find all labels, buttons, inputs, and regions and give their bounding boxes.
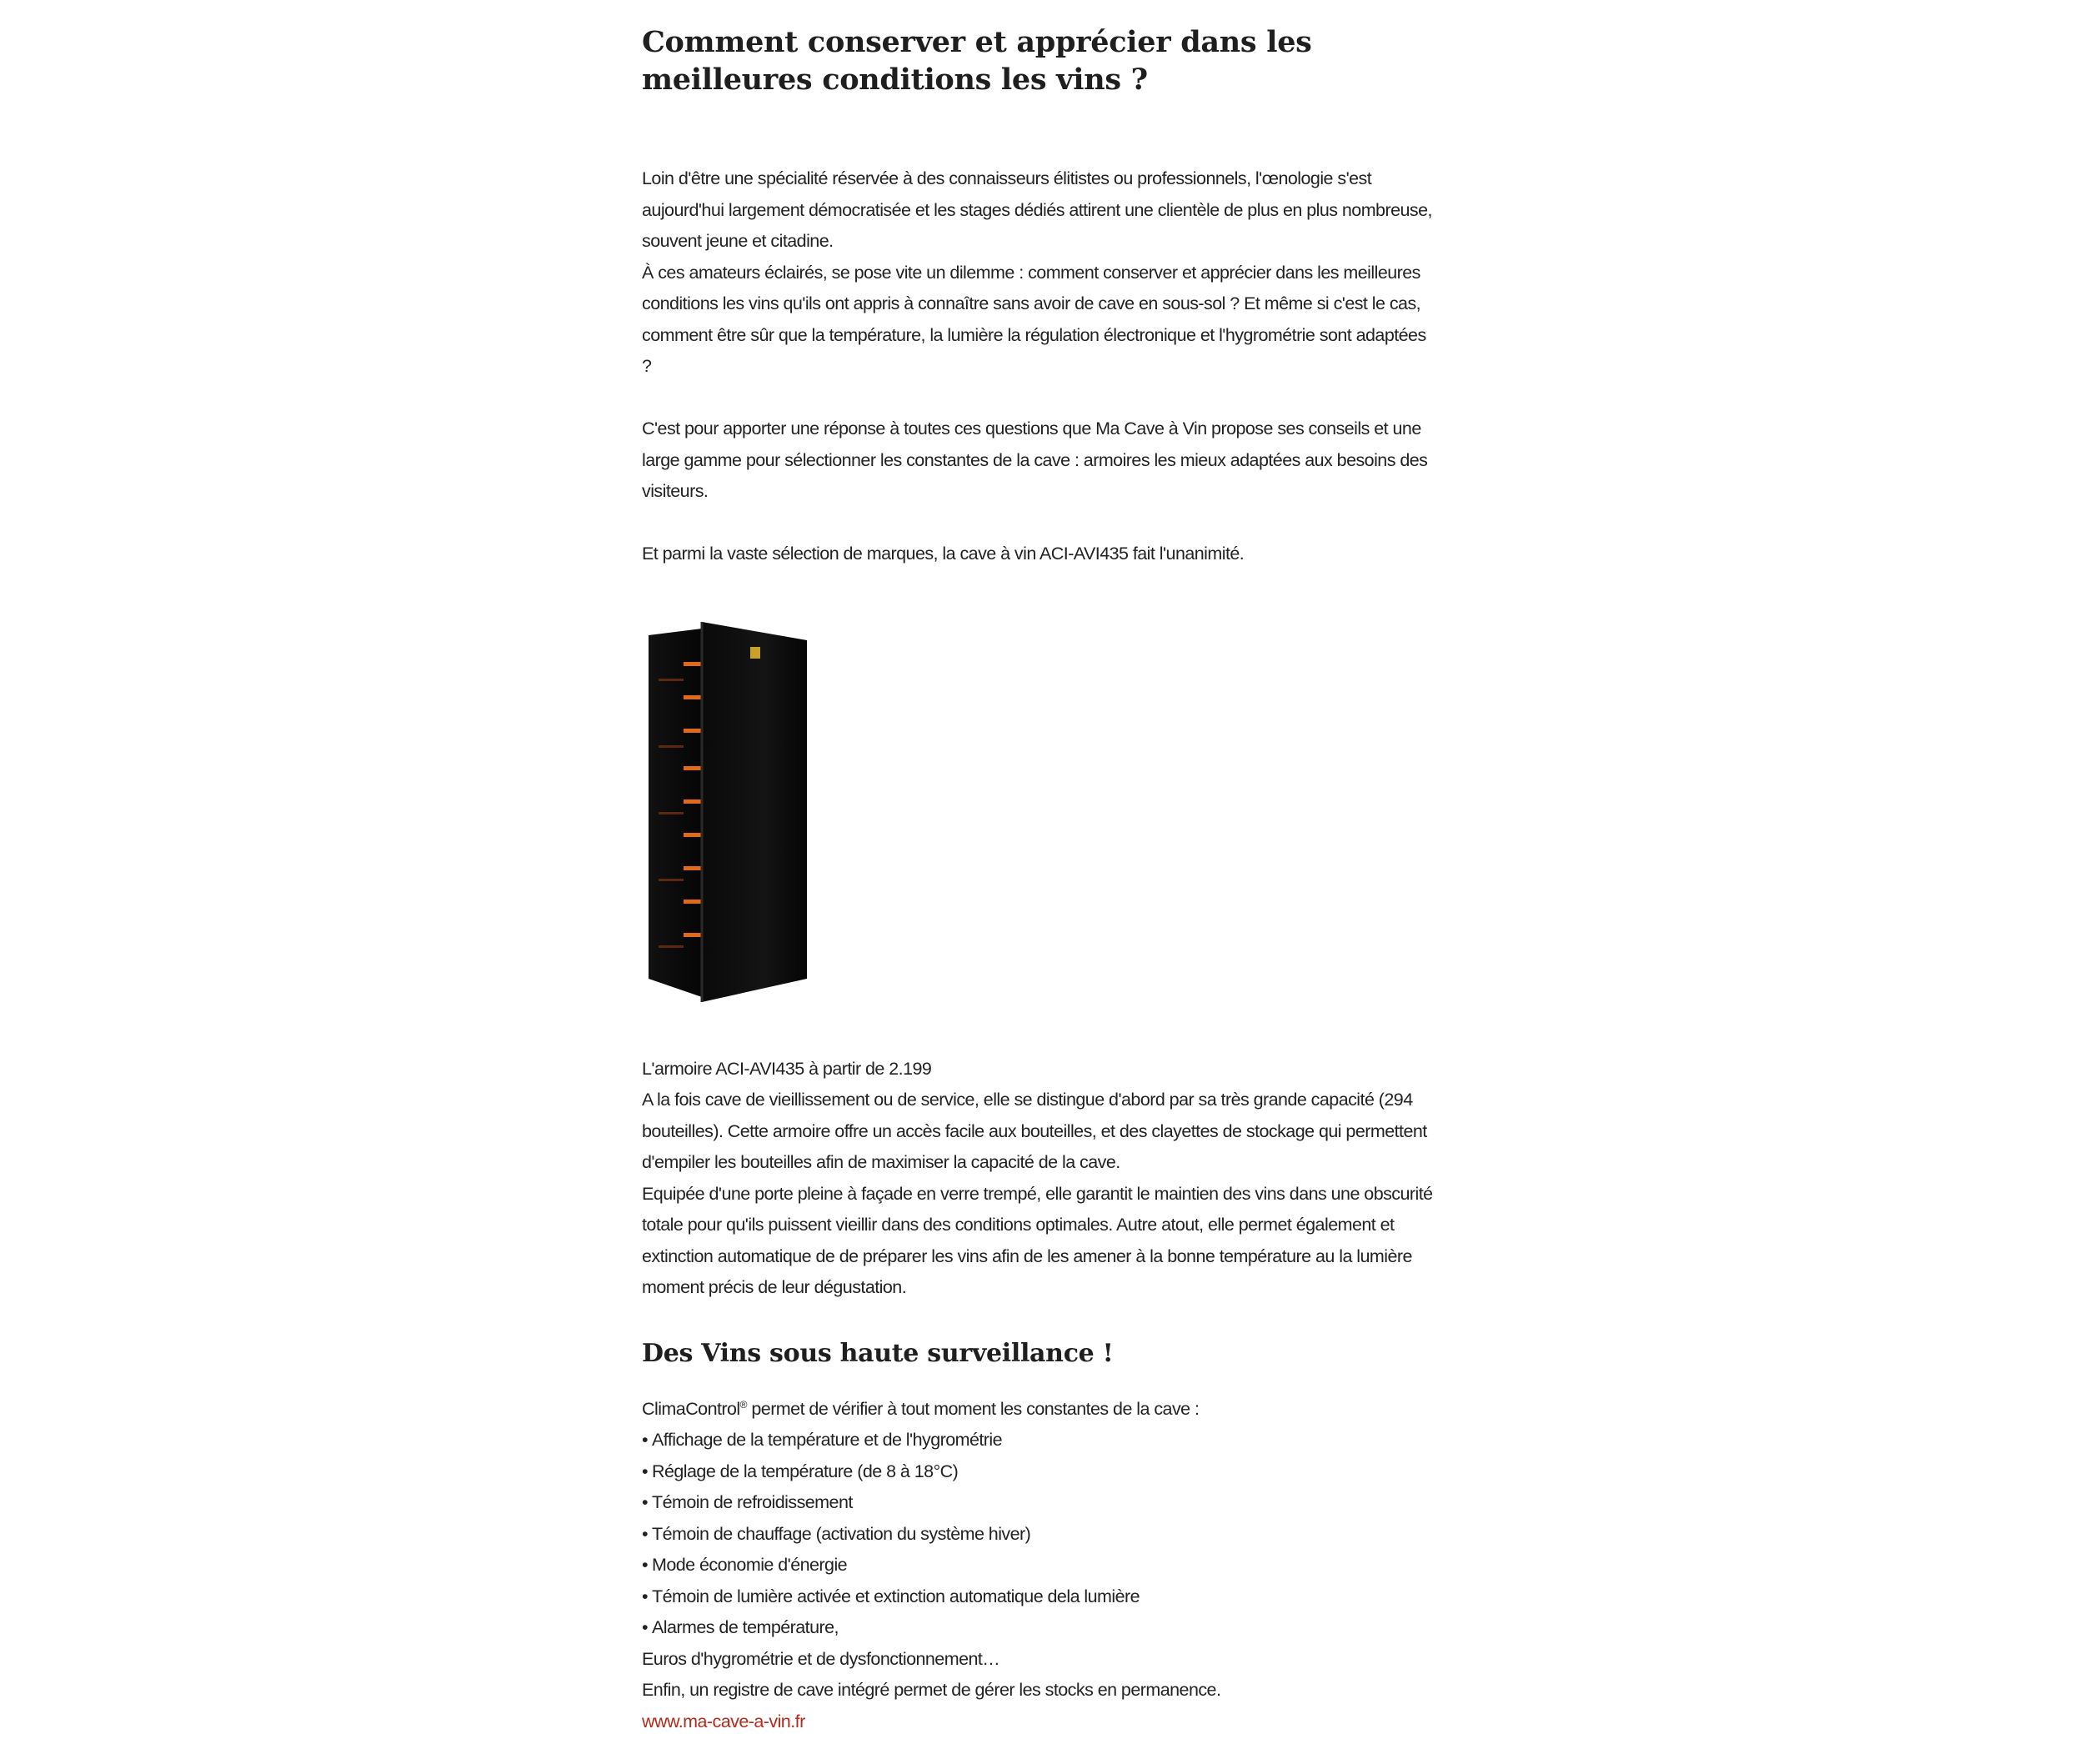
bullet-icon: • [642, 1523, 648, 1544]
spacer [642, 508, 1434, 539]
bullet-icon: • [642, 1492, 648, 1512]
spacer [642, 383, 1434, 414]
intro-paragraph: À ces amateurs éclairés, se pose vite un dilemme : comment conserver et apprécier dans les meilleures conditions les vins qu'ils ont appris à connaître sans avoir de cave en sous-sol ? Et même si c'est le cas, comment être sûr que la température, la lumière la régulation électronique et l'hygrométrie sont adaptées ? [642, 262, 1426, 376]
feature-text: Affichage de la température et de l'hygrométrie [652, 1430, 1003, 1450]
list-item [642, 1612, 1434, 1644]
registered-mark: ® [739, 1398, 747, 1411]
paragraph-selection: Et parmi la vaste sélection de marques, la cave à vin ACI-AVI435 fait l'unanimité. [642, 544, 1245, 564]
product-image-wine-cabinet [642, 612, 817, 1004]
feature-text: Alarmes de température, [652, 1617, 839, 1637]
feature-list [642, 1425, 1434, 1644]
intro-section [642, 163, 1434, 570]
feature-text: Témoin de refroidissement [652, 1492, 853, 1512]
feature-text: Témoin de chauffage (activation du système hiver) [652, 1523, 1031, 1544]
closing-line: Enfin, un registre de cave intégré permet de gérer les stocks en permanence. [642, 1680, 1221, 1700]
list-item [642, 1519, 1434, 1551]
bullet-icon: • [642, 1461, 648, 1481]
closing-line: Euros d'hygrométrie et de dysfonctionnement… [642, 1648, 1000, 1669]
product-paragraph: Equipée d'une porte pleine à façade en verre trempé, elle garantit le maintien des vins dans une obscurité totale pour qu'ils puissent vieillir dans des conditions optimales. Autre atout, elle permet également et extinction automatique de de préparer les vins afin de les amener à la bonne température au la lumière moment précis de leur dégustation. [642, 1183, 1433, 1297]
list-item [642, 1425, 1434, 1456]
website-link[interactable]: www.ma-cave-a-vin.fr [642, 1711, 805, 1731]
bullet-icon: • [642, 1555, 648, 1575]
site-link-line [642, 1706, 1434, 1738]
list-item [642, 1550, 1434, 1581]
article-column [642, 23, 1434, 1737]
bullet-icon: • [642, 1430, 648, 1450]
paragraph-services: C'est pour apporter une réponse à toutes ces questions que Ma Cave à Vin propose ses conseils et une large gamme pour sélectionner les constantes de la cave : armoires les mieux adaptées aux besoins des visiteurs. [642, 418, 1428, 501]
features-section [642, 1394, 1434, 1738]
list-item [642, 1456, 1434, 1488]
article-title: Comment conserver et apprécier dans les meilleures conditions les vins ? [642, 25, 1312, 97]
features-intro-text: permet de vérifier à tout moment les constantes de la cave : [746, 1398, 1200, 1419]
feature-text: Réglage de la température (de 8 à 18°C) [652, 1461, 959, 1481]
product-caption: L'armoire ACI-AVI435 à partir de 2.199 [642, 1058, 932, 1079]
feature-text: Témoin de lumière activée et extinction automatique dela lumière [652, 1586, 1140, 1606]
product-section [642, 1054, 1434, 1304]
bullet-icon: • [642, 1617, 648, 1637]
feature-text: Mode économie d'énergie [652, 1555, 848, 1575]
list-item [642, 1581, 1434, 1613]
bullet-icon: • [642, 1586, 648, 1606]
section-subheading: Des Vins sous haute surveillance ! [642, 1338, 1114, 1368]
features-intro [642, 1394, 1434, 1426]
product-paragraph: A la fois cave de vieillissement ou de service, elle se distingue d'abord par sa très grande capacité (294 bouteilles). Cette armoire offre un accès facile aux bouteilles, et des clayettes de stockage qui permettent d'empiler les bouteilles afin de maximiser la capacité de la cave. [642, 1090, 1427, 1172]
brand-name: ClimaControl [642, 1398, 740, 1419]
list-item [642, 1487, 1434, 1519]
intro-paragraph: Loin d'être une spécialité réservée à des connaisseurs élitistes ou professionnels, l'œnologie s'est aujourd'hui largement démocratisée et les stages dédiés attirent une clientèle de plus en plus nombreuse, souvent jeune et citadine. [642, 168, 1432, 251]
